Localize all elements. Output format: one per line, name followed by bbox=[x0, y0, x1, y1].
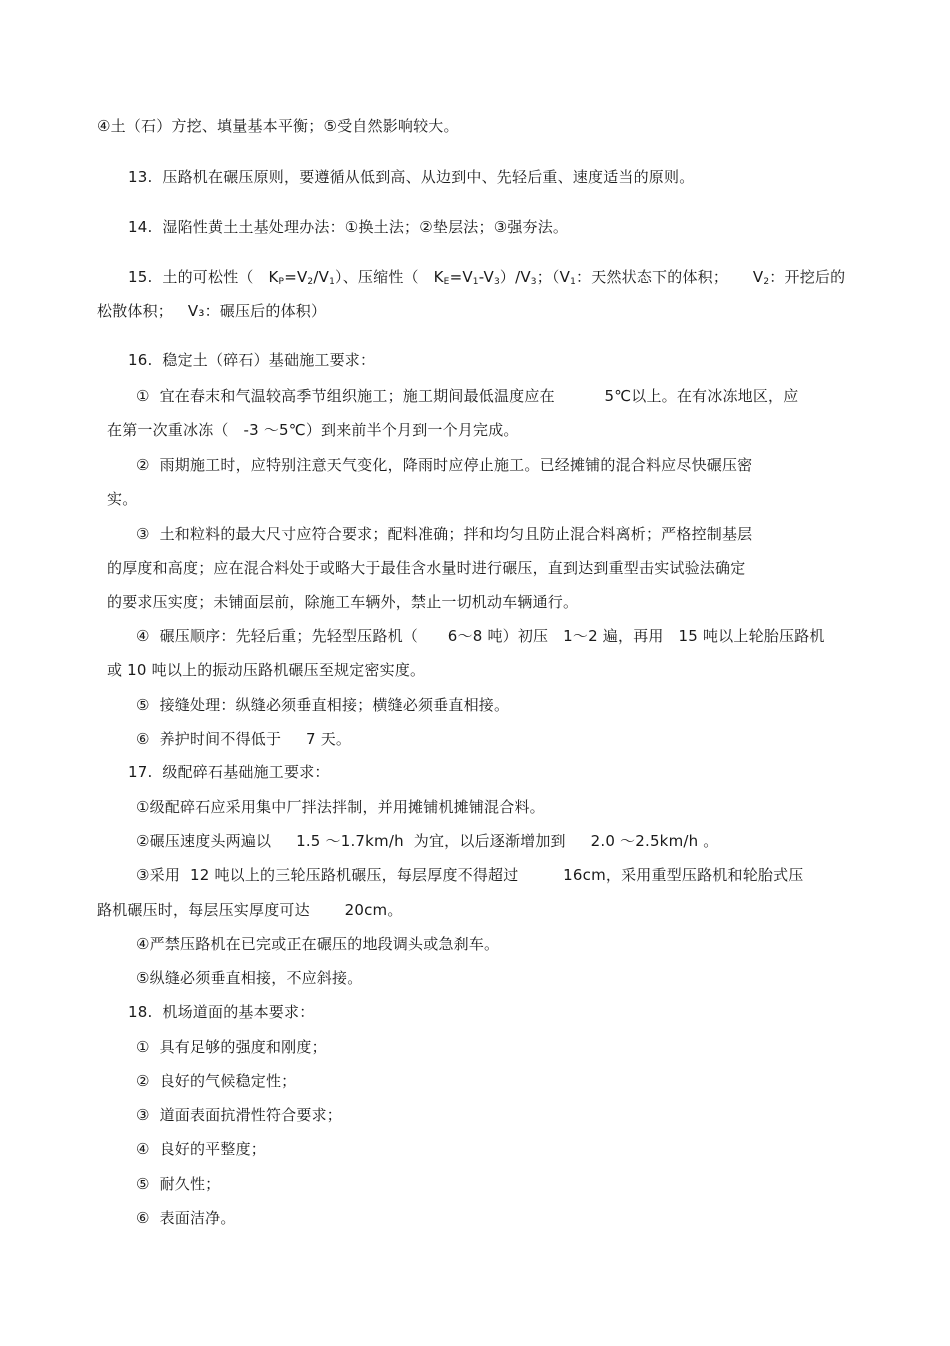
item-16-point-1-cont: 在第一次重冰冻（ -3 ～5℃）到来前半个月到一个月完成。 bbox=[107, 421, 519, 439]
item-16-point-3-cont-1: 的厚度和高度；应在混合料处于或略大于最佳含水量时进行碾压，直到达到重型击实试验法确定 bbox=[107, 559, 746, 577]
item-16-point-3-cont-2: 的要求压实度；未铺面层前，除施工车辆外，禁止一切机动车辆通行。 bbox=[107, 593, 579, 611]
item-16-point-4: ④ 碾压顺序：先轻后重；先轻型压路机（ 6～8 吨）初压 1～2 遍，再用 15 吨以上轮胎压路机 bbox=[136, 627, 825, 645]
item-17-heading: 17. 级配碎石基础施工要求： bbox=[128, 763, 330, 781]
item-16-point-6: ⑥ 养护时间不得低于 7 天。 bbox=[136, 730, 352, 748]
item-18-point-6: ⑥ 表面洁净。 bbox=[136, 1209, 236, 1227]
item-17-point-2: ②碾压速度头两遍以 1.5 ～1.7km/h 为宜，以后逐渐增加到 2.0 ～2.5km/h 。 bbox=[136, 832, 719, 850]
item-13-roller-principle: 13. 压路机在碾压原则，要遵循从低到高、从边到中、先轻后重、速度适当的原则。 bbox=[128, 168, 695, 186]
item-16-point-3: ③ 土和粒料的最大尺寸应符合要求；配料准确；拌和均匀且防止混合料离析；严格控制基层 bbox=[136, 525, 753, 543]
item-18-heading: 18. 机场道面的基本要求： bbox=[128, 1003, 315, 1021]
item-14-loess-treatment: 14. 湿陷性黄土土基处理办法：①换土法；②垫层法；③强夯法。 bbox=[128, 218, 569, 236]
item-17-point-4: ④严禁压路机在已完或正在碾压的地段调头或急刹车。 bbox=[136, 935, 500, 953]
item-16-point-4-cont: 或 10 吨以上的振动压路机碾压至规定密实度。 bbox=[107, 661, 426, 679]
item-18-point-2: ② 良好的气候稳定性； bbox=[136, 1072, 297, 1090]
item-15-continuation: 松散体积； V₃：碾压后的体积） bbox=[97, 302, 327, 320]
line-soil-balance: ④土（石）方挖、填量基本平衡；⑤受自然影响较大。 bbox=[97, 117, 459, 135]
item-16-heading: 16. 稳定土（碎石）基础施工要求： bbox=[128, 351, 376, 369]
item-18-point-3: ③ 道面表面抗滑性符合要求； bbox=[136, 1106, 342, 1124]
item-18-point-4: ④ 良好的平整度； bbox=[136, 1140, 266, 1158]
item-17-point-3-cont: 路机碾压时，每层压实厚度可达 20cm。 bbox=[97, 901, 403, 919]
item-17-point-3: ③采用 12 吨以上的三轮压路机碾压，每层厚度不得超过 16cm，采用重型压路机和轮胎式压 bbox=[136, 866, 804, 884]
item-16-point-5: ⑤ 接缝处理：纵缝必须垂直相接；横缝必须垂直相接。 bbox=[136, 696, 510, 714]
item-16-point-2-cont: 实。 bbox=[107, 490, 138, 508]
item-16-point-1: ① 宜在春末和气温较高季节组织施工；施工期间最低温度应在 5℃以上。在有冰冻地区，应 bbox=[136, 387, 799, 405]
item-18-point-1: ① 具有足够的强度和刚度； bbox=[136, 1038, 327, 1056]
item-15-soil-looseness: 15. 土的可松性（ $K_P=V_2/V_1$）、压缩性（ $K_E=V_1-V_3)/V_3$；（$V_1$：天然状态下的体积； $V_2$：开挖后的 bbox=[128, 268, 846, 287]
item-16-point-2: ② 雨期施工时，应特别注意天气变化，降雨时应停止施工。已经摊铺的混合料应尽快碾压密 bbox=[136, 456, 753, 474]
item-17-point-1: ①级配碎石应采用集中厂拌法拌制，并用摊铺机摊铺混合料。 bbox=[136, 798, 545, 816]
item-17-point-5: ⑤纵缝必须垂直相接，不应斜接。 bbox=[136, 969, 363, 987]
item-18-point-5: ⑤ 耐久性； bbox=[136, 1175, 221, 1193]
